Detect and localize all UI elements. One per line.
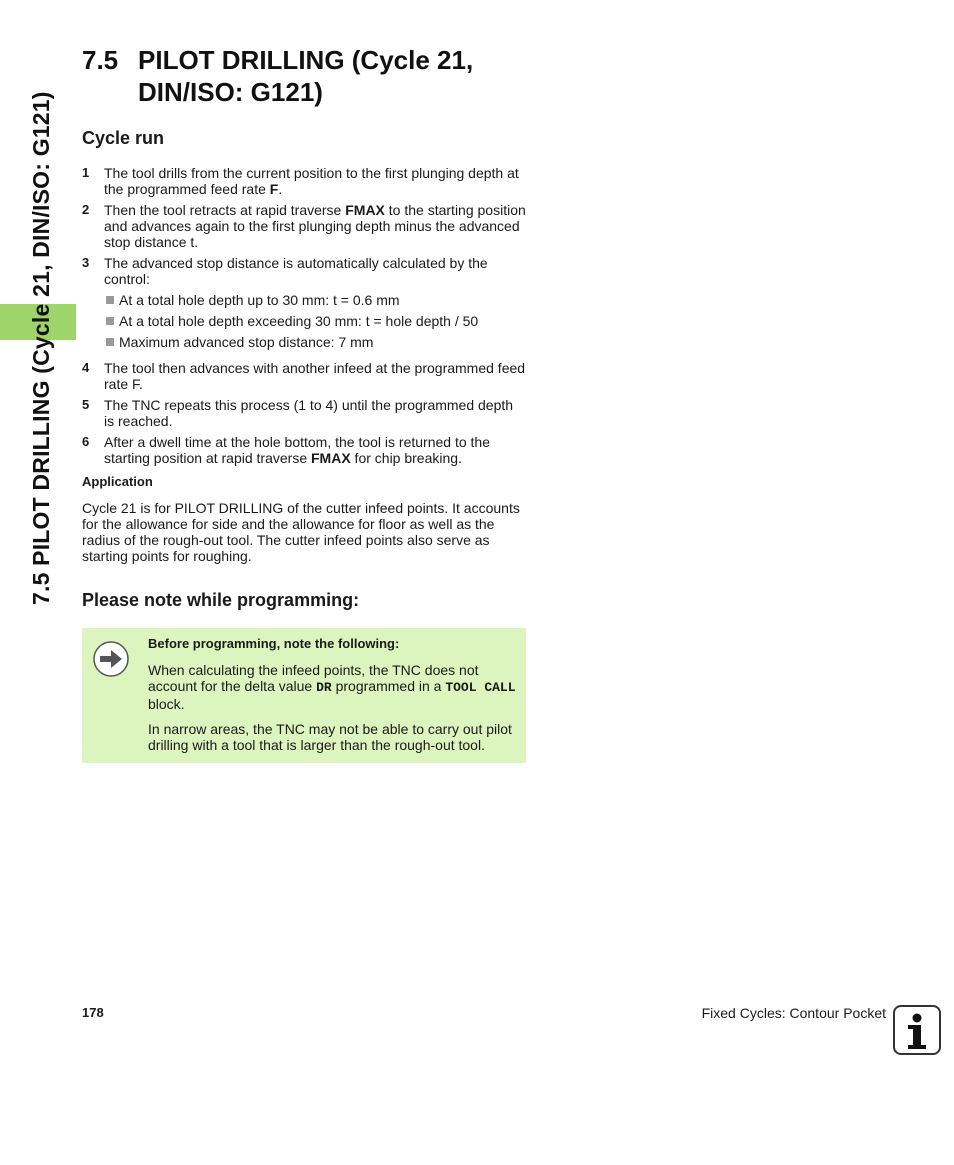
note-paragraph-2: In narrow areas, the TNC may not be able to carry out pilot drilling with a tool that is larger than the rough-out tool. xyxy=(148,721,512,753)
application-heading: Application xyxy=(82,474,153,489)
title-line-1: PILOT DRILLING (Cycle 21, xyxy=(138,45,474,75)
note-heading: Please note while programming: xyxy=(82,590,360,610)
cycle-run-heading: Cycle run xyxy=(82,128,165,148)
step-5: 5 The TNC repeats this process (1 to 4) until the programmed depth is reached. xyxy=(82,397,514,429)
bullet-square-icon xyxy=(106,338,114,346)
chapter-name: Fixed Cycles: Contour Pocket xyxy=(701,1005,886,1021)
note-paragraph-1: When calculating the infeed points, the TNC does not account for the delta value DR programmed in a TOOL CALL block. xyxy=(148,662,516,712)
section-number: 7.5 xyxy=(82,45,119,75)
bullet-square-icon xyxy=(106,296,114,304)
step-6: 6 After a dwell time at the hole bottom, the tool is returned to the starting position at rapid traverse FMAX for chip breaking. xyxy=(82,434,490,466)
stop-distance-list xyxy=(82,292,526,350)
note-box xyxy=(82,628,526,763)
step-1: 1 The tool drills from the current position to the first plunging depth at the programmed feed rate F. xyxy=(82,165,519,197)
side-running-title: 7.5 PILOT DRILLING (Cycle 21, DIN/ISO: G121) xyxy=(28,91,54,605)
page-title xyxy=(82,44,473,108)
application-text: Cycle 21 is for PILOT DRILLING of the cutter infeed points. It accounts for the allowance for side and the allowance for floor as well as the radius of the rough-out tool. The cutter infeed points also serve as starting points for roughing. xyxy=(82,500,520,564)
step-3: 3 The advanced stop distance is automatically calculated by the control: xyxy=(82,255,488,287)
list-item: At a total hole depth up to 30 mm: t = 0.6 mm xyxy=(104,292,526,308)
bullet-square-icon xyxy=(106,317,114,325)
page-number: 178 xyxy=(82,1005,104,1020)
arrow-right-icon xyxy=(92,640,130,678)
step-2: 2 Then the tool retracts at rapid traverse FMAX to the starting position and advances again to the first plunging depth minus the advanced stop distance t. xyxy=(82,202,526,250)
title-line-2: DIN/ISO: G121) xyxy=(138,77,323,107)
list-item: Maximum advanced stop distance: 7 mm xyxy=(104,334,526,350)
info-icon xyxy=(893,1005,941,1055)
note-box-heading: Before programming, note the following: xyxy=(148,636,400,651)
main-content xyxy=(82,126,526,763)
list-item: At a total hole depth exceeding 30 mm: t = hole depth / 50 xyxy=(104,313,526,329)
step-4: 4 The tool then advances with another infeed at the programmed feed rate F. xyxy=(82,360,526,392)
